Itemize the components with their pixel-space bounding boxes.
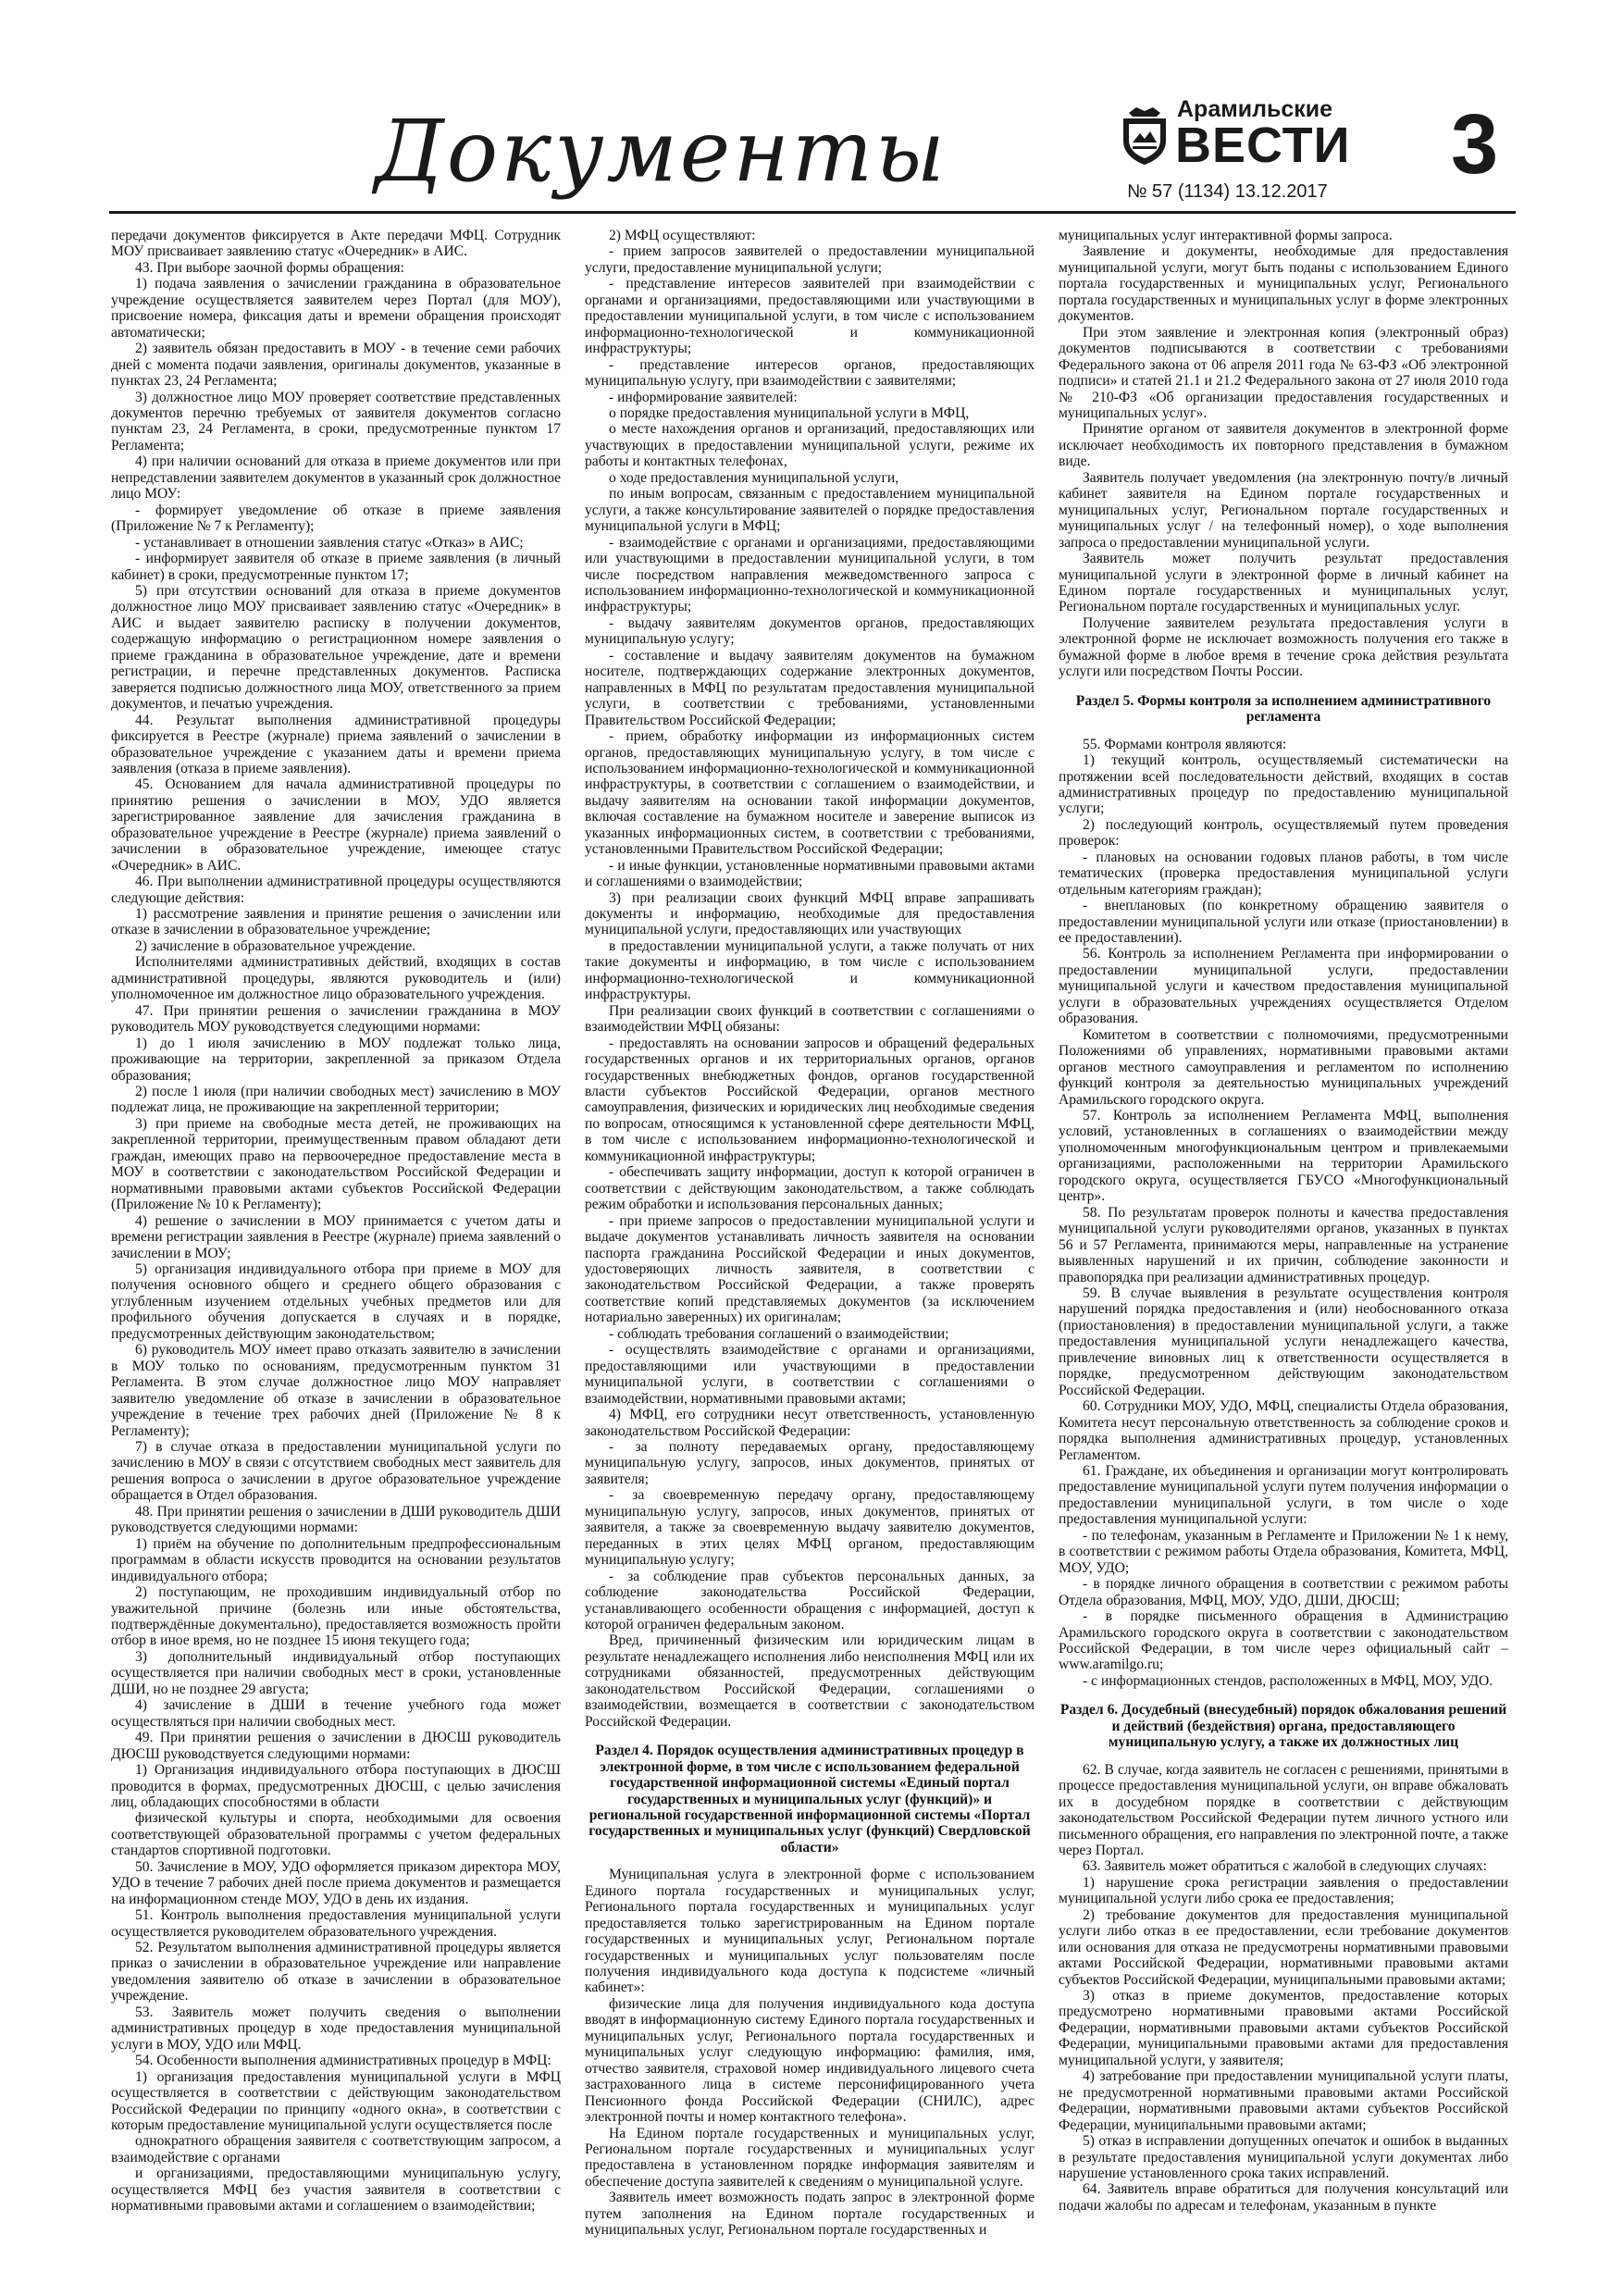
paragraph: 3) дополнительный индивидуальный отбор поступающих осуществляется при наличии свободных мест в сроки, установленные ДШИ, но не позднее 29 августа; — [111, 1648, 561, 1697]
paragraph: 4) решение о зачислении в МОУ принимается с учетом даты и времени регистрации заявления в Реестре (журнале) приема заявлений о зачислении в МОУ; — [111, 1212, 561, 1261]
paragraph: 1) текущий контроль, осуществляемый систематически на протяжении всей последовательности действий, входящих в состав административных процедур по предоставлению муниципальной услуги; — [1059, 752, 1508, 817]
paragraph: 5) организация индивидуального отбора при приеме в МОУ для получения основного общего и среднего общего образования с углубленным изучением отдельных учебных предметов или для профильного обучения допускается в случаях и в порядке, предусмотренных действующим законодательством; — [111, 1261, 561, 1342]
paragraph: передачи документов фиксируется в Акте передачи МФЦ. Сотрудник МОУ присваивает заявлению статус «Очередник» в АИС. — [111, 228, 561, 260]
paragraph: При этом заявление и электронная копия (электронный образ) документов подписываются в соответствии с требованиями Федерального закона от 06 апреля 2011 года № 63-ФЗ «Об электронной подписи» и статей 21.1 и 21.2 Федерального закона от 27 июля 2010 года № 210-ФЗ «Об организации предоставления государственных и муниципальных услуг». — [1059, 324, 1508, 421]
paragraph: 2) МФЦ осуществляют: — [609, 228, 756, 243]
paragraph: 4) затребование при предоставлении муниципальной услуги платы, не предусмотренной нормативными правовыми актами Российской Федерации, нормативными правовыми актами субъектов Российской Федерации, муниципальными правовыми актами; — [1059, 2068, 1508, 2133]
paragraph: - прием, обработку информации из информационных систем органов, предоставляющих муниципальную услугу, в том числе с использованием информационно-технологической и коммуникационной инфраструктуры, в соответствии с соглашением о взаимодействии, и выдачу заявителям на основании такой информации документов, включая составление на бумажном носителе и заверение выписок из указанных информационных систем, в соответствии с требованиями, установленными Правительством Российской Федерации; — [585, 728, 1035, 858]
issue-number-date: № 57 (1134) 13.12.2017 — [1127, 181, 1328, 202]
paragraph: 50. Зачисление в МОУ, УДО оформляется приказом директора МОУ, УДО в течение 7 рабочих дней после приема документов и размещается на информационном стенде МОУ, УДО в день их издания. — [111, 1858, 561, 1907]
section-heading: Раздел 5. Формы контроля за исполнением административного регламента — [1075, 692, 1492, 726]
paragraph: 3) должностное лицо МОУ проверяет соответствие представленных документов перечню требуемых от заявителя документов согласно пунктам 23, 24 Регламента, в сроки, предусмотренные пунктом 17 Регламента; — [111, 389, 561, 453]
paragraph: 2) заявитель обязан предоставить в МОУ - в течение семи рабочих дней с момента подачи заявления, оригиналы документов, указанные в пунктах 23, 24 Регламента; — [111, 341, 561, 390]
paragraph: 53. Заявитель может получить сведения о выполнении административных процедур в ходе предоставления муниципальной услуги в МОУ, УДО или МФЦ. — [111, 2004, 561, 2053]
paragraph: - плановых на основании годовых планов работы, в том числе тематических (проверка предоставления муниципальной услуги отдельным категориям граждан); — [1059, 849, 1508, 898]
logo-top-word: Арамильские — [1177, 96, 1333, 122]
page-number: 3 — [1451, 97, 1499, 192]
paragraph: При реализации своих функций в соответствии с соглашениями о взаимодействии МФЦ обязаны: — [585, 1002, 1035, 1036]
paragraph: - в порядке письменного обращения в Администрацию Арамильского городского округа в соответствии с законодательством Российской Федерации, в том числе через официальный сайт – www.aramilgo.ru; — [1059, 1608, 1508, 1673]
paragraph: 57. Контроль за исполнением Регламента МФЦ, выполнения условий, установленных в соглашениях о взаимодействии между уполномоченным многофункциональным центром и привлекаемыми организациями, расположенными на территории Арамильского городского округа, осуществляется ГБУСО «Многофункциональный центр». — [1059, 1108, 1508, 1205]
paragraph: 1) организация предоставления муниципальной услуги в МФЦ осуществляется в соответствии с действующим законодательством Российской Федерации по принципу «одного окна», в соответствии с которым предоставление муниципальной услуги осуществляется после — [111, 2068, 561, 2134]
paragraph: - устанавливает в отношении заявления статус «Отказ» в АИС; — [135, 534, 524, 551]
paragraph: 7) в случае отказа в предоставлении муниципальной услуги по зачислению в МОУ в связи с отсутствием свободных мест заявитель для решения вопроса о зачислении в другое образовательное учреждение обращается в Отдел образования. — [111, 1438, 561, 1504]
section-title: Документы — [375, 102, 948, 201]
paragraph: 52. Результатом выполнения административной процедуры является приказ о зачислении в образовательное учреждение или направление уведомления заявителю об отказе в зачислении в образовательное учреждение. — [111, 1940, 561, 2004]
paragraph: 2) зачисление в образовательное учреждение. — [135, 937, 416, 954]
paragraph: 63. Заявитель может обратиться с жалобой в следующих случаях: — [1083, 1858, 1488, 1875]
paragraph: - соблюдать требования соглашений о взаимодействии; — [609, 1325, 949, 1342]
paragraph: 4) зачисление в ДШИ в течение учебного года может осуществляться при наличии свободных мест. — [111, 1697, 561, 1730]
paragraph: Комитетом в соответствии с полномочиями, предусмотренными Положениями об управлениях, нормативными правовыми актами органов местного самоуправления и регламентом по исполнению функций контроля за деятельностью муниципальных учреждений Арамильского городского округа. — [1059, 1026, 1508, 1108]
paragraph: Принятие органом от заявителя документов в электронной форме исключает необходимость их повторного представления в бумажном виде. — [1059, 421, 1508, 470]
paragraph: 3) отказ в приеме документов, предоставление которых предусмотрено нормативными правовыми актами Российской Федерации, нормативными правовыми актами субъектов Российской Федерации, муниципальными правовыми актами для предоставления муниципальной услуги, у заявителя; — [1059, 1988, 1508, 2068]
paragraph: 1) Организация индивидуального отбора поступающих в ДЮСШ проводится в формах, предусмотренных ДЮСШ, с целью зачисления лиц, обладающих способностями в области — [111, 1762, 561, 1810]
paragraph: 1) подача заявления о зачислении гражданина в образовательное учреждение осуществляется заявителем через Портал (для МОУ), присвоение номера, фиксация даты и времени обращения происходят автоматически; — [111, 276, 561, 341]
paragraph: 54. Особенности выполнения административных процедур в МФЦ: — [135, 2053, 551, 2069]
paragraph: 5) при отсутствии оснований для отказа в приеме документов должностное лицо МОУ присваивает заявлению статус «Очередник» в АИС и выдает заявителю расписку в получении документов, содержащую информацию о регистрационном номере заявления о приеме гражданина в образовательное учреждение, дате и времени регистрации, и перечне представленных документов. Расписка заверяется подписью должностного лица МОУ, ответственного за прием документов, и печатью учреждения. — [111, 582, 561, 713]
paragraph: Муниципальная услуга в электронной форме с использованием Единого портала государственных и муниципальных услуг, Регионального портала государственных и муниципальных услуг предоставляется только зарегистрированным на Едином портале государственных и муниципальных услуг, Региональном портале государственных и муниципальных услуг пользователям после получения индивидуального кода доступа к подсистеме «личный кабинет»: — [585, 1867, 1035, 1996]
paragraph: 2) требование документов для предоставления муниципальной услуги либо отказ в ее предоставлении, если требование документов или основания для отказа не предусмотрены нормативными правовыми актами Российской Федерации, нормативными правовыми актами субъектов Российской Федерации, муниципальными правовыми актами; — [1059, 1906, 1508, 1988]
paragraph: по иным вопросам, связанным с предоставлением муниципальной услуги, а также консультирование заявителей о порядке предоставления муниципальной услуги в МФЦ; — [585, 486, 1035, 535]
coat-of-arms-icon — [1120, 105, 1170, 167]
text-column-3 — [1059, 228, 1508, 2273]
paragraph: 43. При выборе заочной формы обращения: — [135, 259, 404, 276]
section-heading: Раздел 4. Порядок осуществления административных процедур в электронной форме, в том числе с использованием федеральной государственной информационной системы «Единый портал государственных и муниципальных услуг (функций)» и региональной государственной информационной системы «Портал государственных и муниципальных услуг (функций) Свердловской области» — [588, 1743, 1031, 1855]
newspaper-logo — [1120, 96, 1360, 173]
paragraph: физические лица для получения индивидуального кода доступа вводят в информационную систему Единого портала государственных и муниципальных услуг, Регионального портала государственных и муниципальных услуг следующую информацию: фамилия, имя, отчество заявителя, страховой номер индивидуального лицевого счета застрахованного лица в системе персонифицированного учета Пенсионного фонда Российской Федерации (СНИЛС), адрес электронной почты и номер контактного телефона». — [585, 1995, 1035, 2126]
paragraph: 60. Сотрудники МОУ, УДО, МФЦ, специалисты Отдела образования, Комитета несут персональную ответственность за соблюдение сроков и порядка выполнения административных процедур, установленных Регламентом. — [1059, 1398, 1508, 1463]
paragraph: Заявитель может получить результат предоставления муниципальной услуги в электронной форме в личный кабинет на Едином портале государственных и муниципальных услуг, Региональном портале государственных и муниципальных услуг. — [1059, 551, 1508, 615]
paragraph: 61. Граждане, их объединения и организации могут контролировать предоставление муниципальной услуги путем получения информации о предоставлении муниципальной услуги, в том числе о ходе предоставления муниципальной услуги: — [1059, 1462, 1508, 1528]
paragraph: - осуществлять взаимодействие с органами и организациями, предоставляющими или участвующими в предоставлении муниципальной услуги, в соответствии с соглашениями о взаимодействии, нормативными правовыми актами; — [585, 1342, 1035, 1407]
section-heading: Раздел 6. Досудебный (внесудебный) порядок обжалования решений и действий (бездействия) органа, предоставляющего муниципальную услугу, а также их должностных лиц — [1059, 1702, 1507, 1751]
paragraph: - предоставлять на основании запросов и обращений федеральных государственных органов и их территориальных органов, органов государственных внебюджетных фондов, органов государственной власти субъектов Российской Федерации, органов местного самоуправления, физических и юридических лиц необходимые сведения по вопросам, относящимся к установленной сфере деятельности МФЦ, в том числе с использованием информационно-технологической и коммуникационной инфраструктуры; — [585, 1035, 1035, 1164]
paragraph: о порядке предоставления муниципальной услуги в МФЦ, — [609, 404, 970, 421]
paragraph: - и иные функции, установленные нормативными правовыми актами и соглашениями о взаимодействии; — [585, 857, 1035, 890]
paragraph: - при приеме запросов о предоставлении муниципальной услуги и выдаче документов устанавливать личность заявителя на основании паспорта гражданина Российской Федерации и иных документов, удостоверяющих личность заявителя, в соответствии с законодательством Российской Федерации, а также проверять соответствие копий представляемых документов (за исключением нотариально заверенных) их оригиналам; — [585, 1212, 1035, 1326]
paragraph: Заявитель получает уведомления (на электронную почту/в личный кабинет заявителя на Едином портале государственных и муниципальных услуг, Региональном портале государственных и муниципальных услуг / на телефонный номер), о ходе выполнения запроса о предоставлении муниципальной услуги. — [1059, 469, 1508, 551]
paragraph: - информирование заявителей: — [609, 389, 798, 405]
paragraph: о месте нахождения органов и организаций, предоставляющих или участвующих в предоставлении муниципальной услуги, режиме их работы и контактных телефонах, — [585, 421, 1035, 470]
paragraph: - выдачу заявителям документов органов, предоставляющих муниципальную услугу; — [585, 614, 1035, 648]
paragraph: Исполнителями административных действий, входящих в состав административной процедуры, являются руководитель и (или) уполномоченное им должностное лицо образовательного учреждения. — [111, 954, 561, 1003]
paragraph: - представление интересов органов, предоставляющих муниципальную услугу, при взаимодействии с заявителями; — [585, 356, 1035, 390]
paragraph: 55. Формами контроля являются: — [1083, 736, 1287, 752]
paragraph: в предоставлении муниципальной услуги, а также получать от них такие документы и информацию, в том числе с использованием информационно-технологической и коммуникационной инфраструктуры. — [585, 937, 1035, 1003]
paragraph: Заявление и документы, необходимые для предоставления муниципальной услуги, могут быть поданы с использованием Единого портала государственных и муниципальных услуг, Регионального портала государственных и муниципальных услуг в форме электронных документов. — [1059, 243, 1508, 325]
paragraph: Вред, причиненный физическим или юридическим лицам в результате ненадлежащего исполнения либо неисполнения МФЦ или их сотрудниками обязанностей, предусмотренных действующим законодательством Российской Федерации, соглашениями о взаимодействии, возмещается в соответствии с законодательством Российской Федерации. — [585, 1632, 1035, 1730]
logo-main-word: ВЕСТИ — [1175, 118, 1351, 173]
paragraph: - информирует заявителя об отказе в приеме заявления (в личный кабинет) в сроки, предусмотренные пунктом 17; — [111, 551, 561, 583]
paragraph: 47. При принятии решения о зачислении гражданина в МОУ руководитель МОУ руководствуется следующими нормами: — [111, 1002, 561, 1036]
paragraph: 51. Контроль выполнения предоставления муниципальной услуги осуществляется руководителем образовательного учреждения. — [111, 1907, 561, 1940]
paragraph: 2) последующий контроль, осуществляемый путем проведения проверок: — [1059, 816, 1508, 850]
paragraph: 45. Основанием для начала административной процедуры по принятию решения о зачислении в МОУ, УДО является зарегистрированное заявление для зачисления гражданина в образовательное учреждение в Реестре (журнале) приема заявлений о зачислении в образовательное учреждение, имеющее статус «Очередник» в АИС. — [111, 776, 561, 874]
paragraph: и организациями, предоставляющими муниципальную услугу, осуществляется МФЦ без участия заявителя в соответствии с нормативными правовыми актами и соглашением о взаимодействии; — [111, 2166, 561, 2215]
paragraph: муниципальных услуг интерактивной формы запроса. — [1059, 228, 1393, 243]
paragraph: 1) приём на обучение по дополнительным предпрофессиональным программам в области искусств проводится на основании результатов индивидуального отбора; — [111, 1535, 561, 1584]
paragraph: 1) нарушение срока регистрации заявления о предоставлении муниципальной услуги либо срока ее предоставления; — [1059, 1874, 1508, 1907]
paragraph: - формирует уведомление об отказе в приеме заявления (Приложение № 7 к Регламенту); — [111, 502, 561, 535]
paragraph: однократного обращения заявителя с соответствующим запросом, а взаимодействие с органами — [111, 2133, 561, 2166]
paragraph: о ходе предоставления муниципальной услуги, — [609, 469, 899, 486]
paragraph: 49. При принятии решения о зачислении в ДЮСШ руководитель ДЮСШ руководствуется следующими нормами: — [111, 1730, 561, 1762]
paragraph: 48. При принятии решения о зачислении в ДШИ руководитель ДШИ руководствуется следующими нормами: — [111, 1503, 561, 1536]
paragraph: 3) при приеме на свободные места детей, не проживающих на закрепленной территории, преимущественным правом обладают дети граждан, имеющих право на первоочередное предоставление места в МОУ в соответствии с законодательством Российской Федерации и нормативными правовыми актами субъектов Российской Федерации (Приложение № 10 к Регламенту); — [111, 1115, 561, 1213]
page-header — [0, 0, 1623, 202]
paragraph: - за полноту передаваемых органу, предоставляющему муниципальную услугу, запросов, иных документов, принятых от заявителя; — [585, 1438, 1035, 1487]
header-divider — [109, 211, 1516, 214]
paragraph: - по телефонам, указанным в Регламенте и Приложении № 1 к нему, в соответствии с режимом работы Отдела образования, Комитета, МФЦ, МОУ, УДО; — [1059, 1527, 1508, 1576]
paragraph: 62. В случае, когда заявитель не согласен с решениями, принятыми в процессе предоставления муниципальной услуги, он вправе обжаловать их в досудебном порядке в соответствии с действующим законодательством Российской Федерации путем личного устного или письменного обращения, его направления по электронной почте, а также через Портал. — [1059, 1761, 1508, 1858]
paragraph: 2) поступающим, не проходившим индивидуальный отбор по уважительной причине (болезнь или иные обстоятельства, подтверждённые документально), предоставляется возможность пройти отбор в иное время, но не позднее 15 июня текущего года; — [111, 1584, 561, 1649]
paragraph: - прием запросов заявителей о предоставлении муниципальной услуги, предоставление муниципальной услуги; — [585, 243, 1035, 276]
article-columns — [111, 228, 1510, 2273]
paragraph: 4) при наличии оснований для отказа в приеме документов или при непредставлении заявителем документов в указанный срок должностное лицо МОУ: — [111, 453, 561, 503]
paragraph: 56. Контроль за исполнением Регламента при информировании о предоставлении муниципальной услуги, предоставлении муниципальной услуги и качеством предоставления муниципальной услуги в образовательных учреждениях осуществляется Отделом образования. — [1059, 946, 1508, 1027]
paragraph: 64. Заявитель вправе обратиться для получения консультаций или подачи жалобы по адресам и телефонам, указанным в пункте — [1059, 2181, 1508, 2214]
paragraph: 4) МФЦ, его сотрудники несут ответственность, установленную законодательством Российской Федерации: — [585, 1407, 1035, 1439]
paragraph: 3) при реализации своих функций МФЦ вправе запрашивать документы и информацию, необходимые для предоставления муниципальной услуги, предоставляющих или участвующих — [585, 889, 1035, 938]
paragraph: - обеспечивать защиту информации, доступ к которой ограничен в соответствии с действующим законодательством, а также соблюдать режим обработки и использования персональных данных; — [585, 1164, 1035, 1213]
paragraph: - составление и выдачу заявителям документов на бумажном носителе, подтверждающих содержание электронных документов, направленных в МФЦ по результатам предоставления муниципальной услуги, в соответствии с требованиями, установленными Правительством Российской Федерации; — [585, 647, 1035, 728]
text-column-2 — [585, 228, 1035, 2273]
paragraph: Получение заявителем результата предоставления услуги в электронной форме не исключает возможность получения его также в бумажной форме в любое время в течение срока действия результата услуги или посредством Почты России. — [1059, 614, 1508, 680]
paragraph: 44. Результат выполнения административной процедуры фиксируется в Реестре (журнале) приема заявлений о зачислении в образовательное учреждение с указанием даты и времени приема заявления (отказа в приеме заявления). — [111, 712, 561, 776]
paragraph: - в порядке личного обращения в соответствии с режимом работы Отдела образования, МФЦ, МОУ, УДО, ДШИ, ДЮСШ; — [1059, 1576, 1508, 1608]
paragraph: 59. В случае выявления в результате осуществления контроля нарушений порядка предоставления и (или) необоснованного отказа (приостановления) в предоставлении муниципальной услуги, а также предоставления муниципальной услуги ненадлежащего качества, привлечение виновных лиц к ответственности осуществляется в порядке, предусмотренном действующим законодательством Российской Федерации. — [1059, 1285, 1508, 1398]
paragraph: 2) после 1 июля (при наличии свободных мест) зачислению в МОУ подлежат лица, не проживающие на закрепленной территории; — [111, 1084, 561, 1116]
paragraph: - внеплановых (по конкретному обращению заявителя о предоставлении муниципальной услуги или отказе (приостановлении) в ее предоставлении). — [1059, 898, 1508, 947]
paragraph: - за своевременную передачу органу, предоставляющему муниципальную услугу, запросов, иных документов, принятых от заявителя, а также за своевременную выдачу заявителю документов, переданных в этих целях МФЦ органом, предоставляющим муниципальную услугу; — [585, 1487, 1035, 1569]
paragraph: физической культуры и спорта, необходимыми для освоения соответствующей образовательной программы с учетом федеральных стандартов спортивной подготовки. — [111, 1810, 561, 1859]
paragraph: 1) рассмотрение заявления и принятие решения о зачислении или отказе в зачислении в образовательное учреждение; — [111, 906, 561, 938]
paragraph: На Едином портале государственных и муниципальных услуг, Региональном портале государственных и муниципальных услуг предоставлена в установленном порядке информация заявителям и обеспечение доступа заявителей к сведениям о муниципальной услуге. — [585, 2125, 1035, 2190]
paragraph: 6) руководитель МОУ имеет право отказать заявителю в зачислении в МОУ только по основаниям, предусмотренным пунктом 31 Регламента. В этом случае должностное лицо МОУ направляет заявителю уведомление об отказе в зачислении в образовательное учреждение в течение трех рабочих дней (Приложение № 8 к Регламенту); — [111, 1342, 561, 1439]
paragraph: 5) отказ в исправлении допущенных опечаток и ошибок в выданных в результате предоставления муниципальной услуги документах либо нарушение установленного срока таких исправлений. — [1059, 2133, 1508, 2182]
paragraph: - представление интересов заявителей при взаимодействии с органами и организациями, предоставляющими или участвующими в предоставлении муниципальной услуги, в том числе с использованием информационно-технологической и коммуникационной инфраструктуры; — [585, 276, 1035, 357]
paragraph: - за соблюдение прав субъектов персональных данных, за соблюдение законодательства Российской Федерации, устанавливающего особенности обращения с информацией, доступ к которой ограничен федеральным законом. — [585, 1568, 1035, 1632]
paragraph: Заявитель имеет возможность подать запрос в электронной форме путем заполнения на Едином портале государственных и муниципальных услуг, Региональном портале государственных и — [585, 2190, 1035, 2239]
paragraph: - с информационных стендов, расположенных в МФЦ, МОУ, УДО. — [1083, 1672, 1493, 1689]
paragraph: 1) до 1 июля зачислению в МОУ подлежат только лица, проживающие на территории, закрепленной за приказом Отдела образования; — [111, 1035, 561, 1084]
paragraph: 58. По результатам проверок полноты и качества предоставления муниципальной услуги руководителями органов, указанных в пунктах 56 и 57 Регламента, принимаются меры, направленные на устранение выявленных нарушений и их причин, соблюдение законности и правопорядка при реализации административных процедур. — [1059, 1204, 1508, 1285]
paragraph: - взаимодействие с органами и организациями, предоставляющими или участвующими в предоставлении муниципальной услуги, в том числе посредством направления межведомственного запроса с использованием информационно-технологической и коммуникационной инфраструктуры; — [585, 534, 1035, 615]
text-column-1 — [111, 228, 561, 2273]
paragraph: 46. При выполнении административной процедуры осуществляются следующие действия: — [111, 874, 561, 906]
